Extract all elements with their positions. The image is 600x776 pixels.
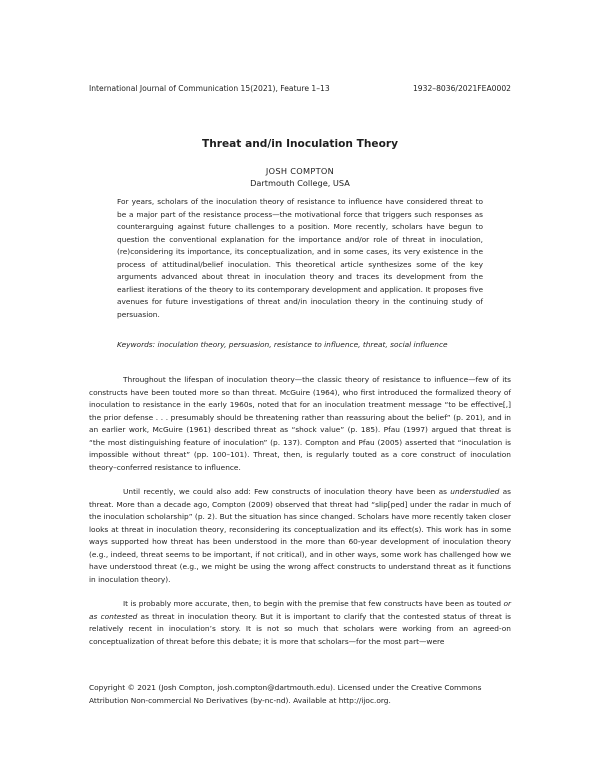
- paragraph-2-text-b: as threat. More than a decade ago, Compton (2009) observed that threat had “slip[ped] under the radar in much of the inoculation scholarship” (p. 2). But the situation has since changed. Scholars have more recently taken closer looks at threat in inoculation theory, reconsidering its conceptualization and its effect(s). This work has in some ways supported how threat has been understood in the more than 60-year development of inoculation theory (e.g., indeed, threat seems to be important, if not critical), and in other ways, some work has challenged how we have understood threat (e.g., we might be using the wrong affect constructs to understand threat as it functions in inoculation theory).: [89, 487, 512, 584]
- paragraph-2-text-a: Until recently, we could also add: Few constructs of inoculation theory have been as: [123, 487, 451, 496]
- keywords: Keywords: inoculation theory, persuasion, resistance to influence, threat, social influence: [117, 340, 448, 349]
- paragraph-3-text-b: as threat in inoculation theory. But it is important to clarify that the contested status of threat is relatively recent in inoculation’s story. It is not so much that scholars were working from an agreed-on conceptualization of threat before this debate; it is more that scholars—for the most part—were: [89, 611, 512, 646]
- body-paragraph-3: [89, 598, 511, 648]
- journal-citation: International Journal of Communication 15(2021), Feature 1–13: [89, 84, 330, 93]
- copyright-notice: Copyright © 2021 (Josh Compton, josh.compton@dartmouth.edu). Licensed under the Creative Commons Attribution Non-commercial No Derivatives (by-nc-nd). Available at http://ijoc.org.: [89, 683, 482, 705]
- issn-code: 1932–8036/2021FEA0002: [412, 84, 511, 93]
- paragraph-3-text-a: It is probably more accurate, then, to begin with the premise that few constructs have been as touted: [123, 599, 504, 608]
- paragraph-3-emphasis: or as contested: [89, 599, 511, 621]
- body-paragraph-1: Throughout the lifespan of inoculation theory—the classic theory of resistance to influence—few of its constructs have been touted more so than threat. McGuire (1964), who first introduced the formalized theory of inoculation to resistance in the early 1960s, noted that for an inoculation treatment message “to be effective[,] the prior defense . . . presumably should be threatening rather than reassuring about the belief” (p. 201), and in an earlier work, McGuire (1961) described threat as “shock value” (p. 185). Pfau (1997) argued that threat is “the most distinguishing feature of inoculation” (p. 137). Compton and Pfau (2005) asserted that “inoculation is impossible without threat” (pp. 100–101). Threat, then, is regularly touted as a core construct of inoculation theory–conferred resistance to influence.: [89, 375, 511, 472]
- author-name: JOSH COMPTON: [265, 166, 335, 176]
- body-paragraph-2: [89, 486, 511, 586]
- paragraph-2-emphasis: understudied: [450, 487, 500, 496]
- author-affiliation: Dartmouth College, USA: [250, 178, 350, 188]
- running-header: [89, 84, 511, 93]
- article-title: Threat and/in Inoculation Theory: [201, 138, 398, 150]
- abstract: For years, scholars of the inoculation theory of resistance to influence have considered threat to be a major part of the resistance process—the motivational force that triggers such responses as counterarguing against future challenges to a position. More recently, scholars have begun to question the conventional explanation for the importance and/or role of threat in inoculation, (re)considering its importance, its conceptualization, and in some cases, its very existence in the process of attitudinal/belief inoculation. This theoretical article synthesizes some of the key arguments advanced about threat in inoculation theory and traces its development from the earliest iterations of the theory to its contemporary development and application. It proposes five avenues for future investigations of threat and/in inoculation theory in the continuing study of persuasion.: [117, 197, 483, 319]
